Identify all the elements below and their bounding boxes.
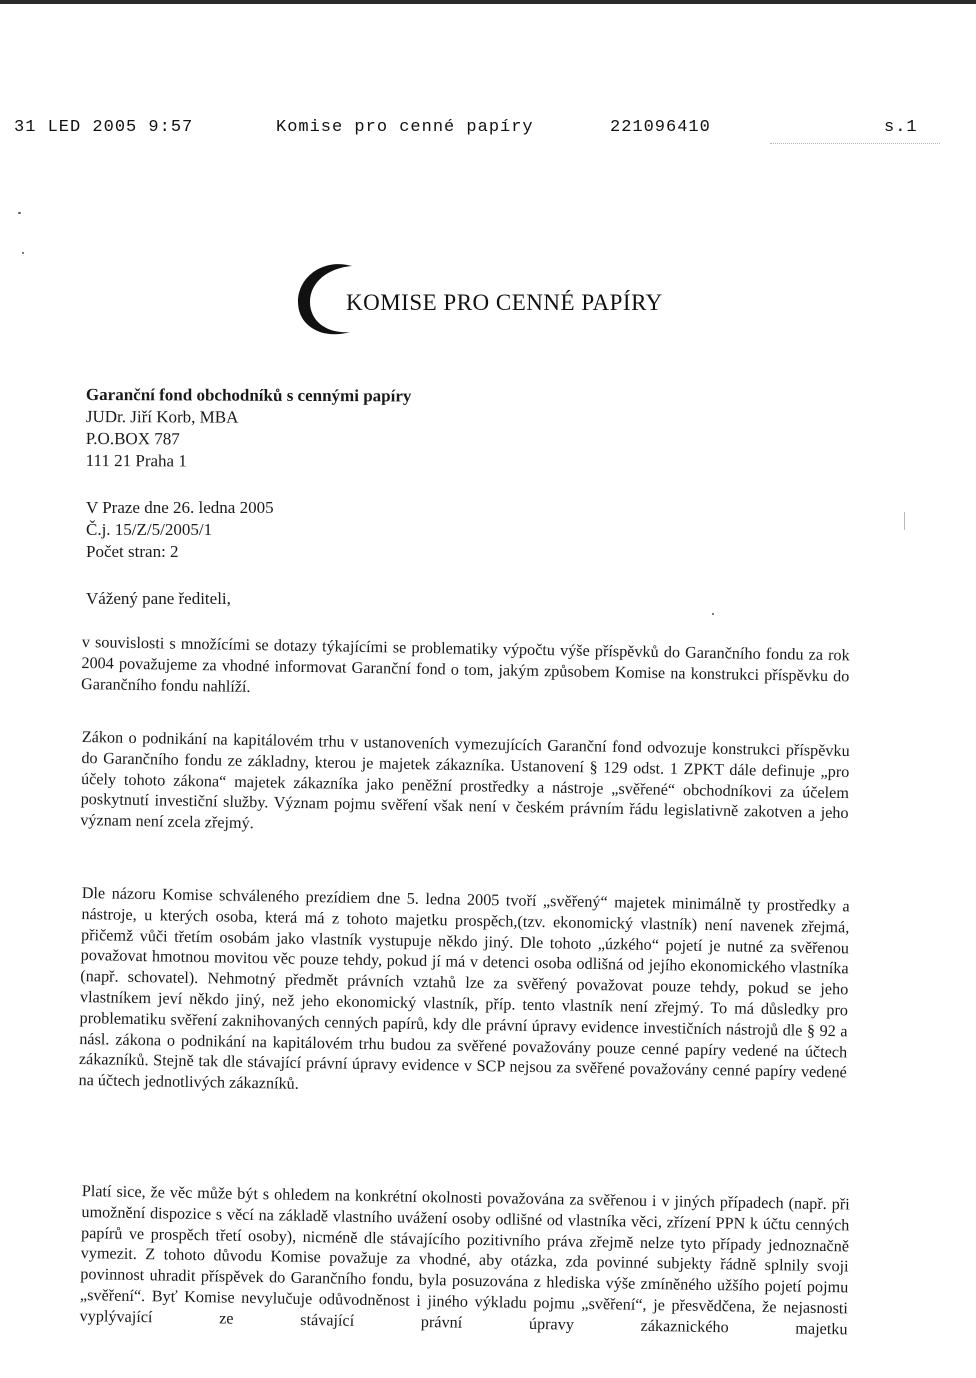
fax-page-number: s.1: [884, 118, 918, 137]
salutation: Vážený pane řediteli,: [86, 589, 231, 608]
body-paragraph-4: [79, 1181, 849, 1340]
body-paragraph-3: [78, 883, 850, 1104]
recipient-address: [86, 384, 412, 473]
recipient-organization: Garanční fond obchodníků s cennými papíry: [85, 385, 412, 406]
body-paragraph-1: [81, 632, 850, 708]
page-count: Počet stran: 2: [86, 542, 179, 561]
fax-sender: Komise pro cenné papíry: [276, 118, 534, 137]
paragraph-text: Dle názoru Komise schváleného prezídiem dne 5. ledna 2005 tvoří „svěřený“ majetek minimálně ty prostředky a nástroje, u kterých osoba, která má z tohoto majetku prospěch,(tzv. ekonomický vlastník) není navenek zřejmá, přičemž vůči třetím osobám jako vlastník vystupuje někdo jiný. Dle tohoto „úzkého“ pojetí je nutné za svěřenou považovat hmotnou movitou věc pouze tehdy, pokud jí má v detenci osoba odlišná od jejího ekonomického vlastníka (např. schovatel). Nehmotný předmět právních vztahů lze za svěřený považovat pouze tehdy, pokud se jeho vlastníkem jeví někdo jiný, než jeho ekonomický vlastník, příp. tento vlastník není zřejmý. To má důsledky pro problematiku svěření zaknihovaných cenných papírů, kdy dle právní úpravy evidence investičních nástrojů dle § 92 a násl. zákona o podnikání na kapitálovém trhu budou za svěřené považovány pouze cenné papíry vedené na účtech zákazníků. Stejně tak dle stávající právní úpravy evidence v SCP nejsou za svěřené považovány cenné papíry vedené na účtech jednotlivých zákazníků.: [78, 883, 850, 1093]
letter-date: V Praze dne 26. ledna 2005: [86, 498, 274, 517]
paragraph-text: Zákon o podnikání na kapitálovém trhu v ustanoveních vymezujících Garanční fond odvozuje konstrukci příspěvku do Garančního fondu ze základny, kterou je majetek zákazníka. Ustanovení § 129 odst. 1 ZPKT dále definuje „pro účely tohoto zákona“ majetek zákazníka jako peněžní prostředky a nástroje „svěřené“ obchodníkovi za účelem poskytnutí investiční služby. Význam pojmu svěření však není v českém právním řádu legislativně zakotven a jeho význam není zcela zřejmý.: [80, 727, 850, 833]
paragraph-text: v souvislosti s množícími se dotazy týkajícími se problematiky výpočtu výše příspěvků do Garančního fondu za rok 2004 považujeme za vhodné informovat Garanční fond o tom, jakým způsobem Komise na konstrukci příspěvku do Garančního fondu nahlíží.: [80, 632, 850, 696]
body-paragraph-2: [80, 727, 850, 845]
recipient-city: 111 21 Praha 1: [85, 450, 187, 471]
recipient-name: JUDr. Jiří Korb, MBA: [85, 406, 239, 427]
fax-number: 221096410: [610, 118, 711, 137]
scan-speck: [712, 613, 714, 615]
scan-speck: [904, 512, 905, 530]
letterhead-logo: [294, 260, 714, 340]
fax-date: 31 LED 2005 9:57: [14, 118, 194, 137]
fax-header-rule: [770, 143, 940, 144]
paragraph-text: Platí sice, že věc může být s ohledem na konkrétní okolnosti považována za svěřenou i v jiných případech (např. při umožnění dispozice s věcí na základě vlastního uvážení osoby odlišné od vlastníka věci, zřízení PPN k účtu cenných papírů ve prospěch třetí osoby), nicméně dle stávajícího pozitivního práva zřejmě nelze tyto případy jednoznačně vymezit. Z tohoto důvodu Komise považuje za vhodné, aby otázka, zda povinné subjekty řádně splnily svoji povinnost uhradit příspěvek do Garančního fondu, byla posuzována z hlediska výše zmíněného užšího pojetí pojmu „svěření“. Byť Komise nevylučuje odůvodněnost i jiného výkladu pojmu „svěření“, je přesvědčena, že nejasnosti vyplývající ze stávající právní úpravy zákaznického majetku: [79, 1181, 850, 1339]
reference-number: Č.j. 15/Z/5/2005/1: [86, 520, 213, 539]
scan-speck: [18, 212, 21, 214]
recipient-pobox: P.O.BOX 787: [85, 428, 180, 449]
letter-meta: [86, 497, 274, 563]
page-top-edge: [0, 0, 976, 4]
letterhead-title: KOMISE PRO CENNÉ PAPÍRY: [346, 290, 663, 315]
scan-speck: [22, 252, 24, 254]
